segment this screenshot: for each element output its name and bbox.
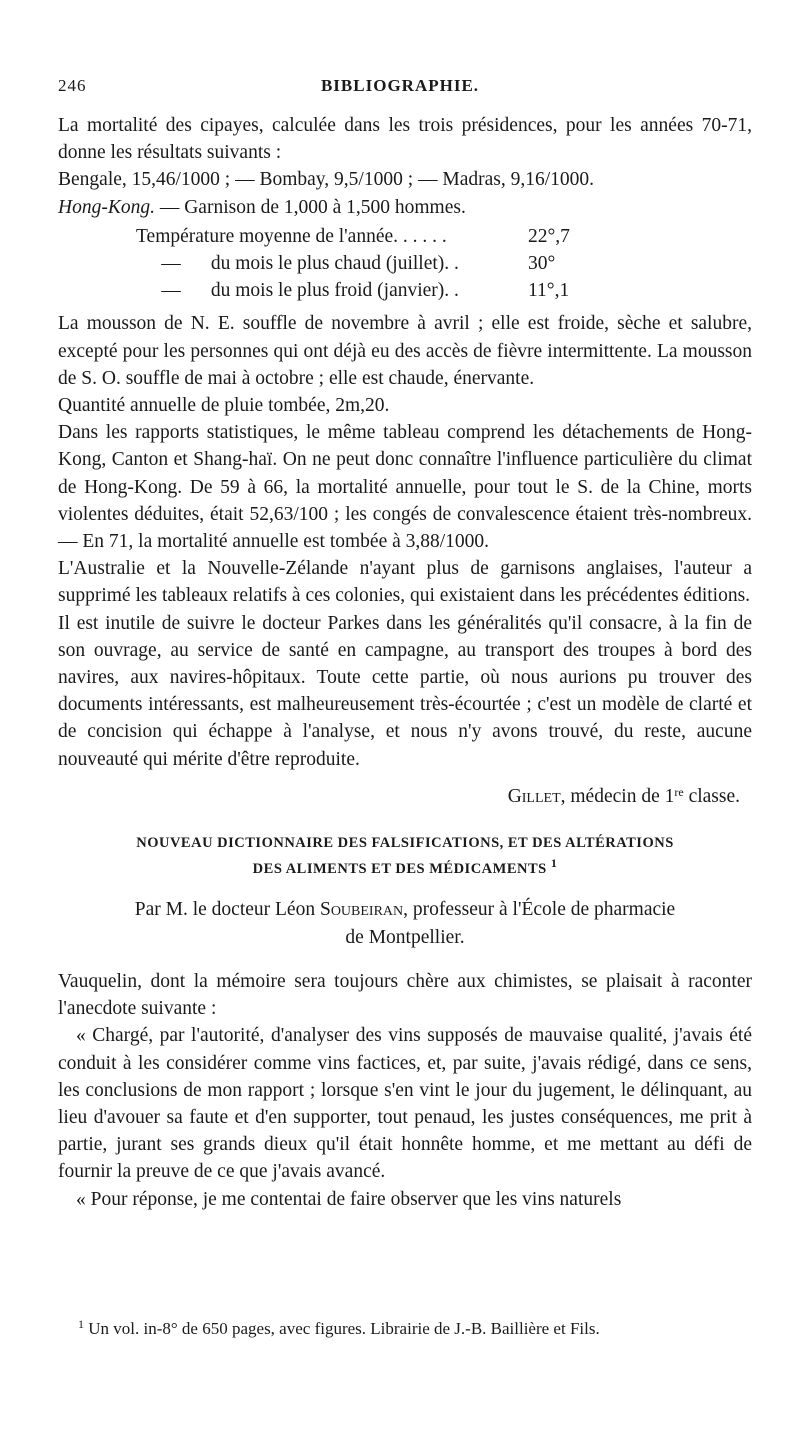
- page-number: 246: [58, 76, 87, 95]
- signature-rest: , médecin de 1: [560, 785, 675, 807]
- author-line1: [58, 896, 752, 924]
- author-post: , professeur à l'École de pharmacie: [403, 899, 676, 921]
- temperature-label-text: Température moyenne de l'année. . . . . .: [136, 225, 447, 247]
- temperature-row: [58, 277, 752, 304]
- signature-sup: re: [674, 784, 684, 799]
- temperature-table: [58, 223, 752, 305]
- author-line2: de Montpellier.: [345, 927, 465, 949]
- quote-paragraph-1: « Chargé, par l'autorité, d'analyser des vins supposés de mauvaise qualité, j'avais été conduit à les considérer comme vins factices, et, par suite, j'avais rédigé, dans ce sens, les conclusions de mon rapport ; lorsque s'en vint le jour du jugement, le délinquant, au lieu d'avouer sa faute et d'en supporter, tout penaud, les justes conséquences, me prit à partie, jurant ses grands dieux qu'il était honnête homme, et me mettant au défi de fournir la preuve de ce que j'avais avancé.: [58, 1025, 752, 1183]
- section-title: [58, 830, 752, 882]
- section-title-line2-text: DES ALIMENTS ET DES MÉDICAMENTS: [252, 861, 547, 878]
- temperature-label: [58, 250, 528, 277]
- intro-paragraph: La mortalité des cipayes, calculée dans les trois présidences, pour les années 70-71, donne les résultats suivants :: [58, 115, 752, 164]
- article-body: [58, 112, 752, 1213]
- hongkong-text: — Garnison de 1,000 à 1,500 hommes.: [154, 196, 466, 218]
- mousson-paragraph: La mousson de N. E. souffle de novembre à avril ; elle est froide, sèche et salubre, excepté pour les personnes qui ont déjà eu des accès de fièvre intermittente. La mousson de S. O. souffle de mai à octobre ; elle est chaude, énervante.: [58, 313, 752, 389]
- temperature-value: 22°,7: [528, 225, 570, 247]
- ditto-dash: —: [161, 253, 181, 274]
- mortality-line: Bengale, 15,46/1000 ; — Bombay, 9,5/1000 ; — Madras, 9,16/1000.: [58, 169, 595, 191]
- section-title-line1: NOUVEAU DICTIONNAIRE DES FALSIFICATIONS, ET DES ALTÉRATIONS: [136, 835, 674, 852]
- signature-end: classe.: [683, 785, 740, 807]
- temperature-label: [58, 223, 528, 250]
- temperature-row: [58, 250, 752, 277]
- quote-paragraph-2: « Pour réponse, je me contentai de faire observer que les vins naturels: [76, 1188, 622, 1210]
- signature-name: Gillet: [507, 785, 561, 807]
- temperature-row: [58, 223, 752, 250]
- hongkong-line: [58, 194, 752, 221]
- running-title: BIBLIOGRAPHIE.: [320, 76, 480, 95]
- temperature-label-text: du mois le plus froid (janvier). .: [210, 280, 459, 302]
- temperature-value: 30°: [528, 253, 556, 274]
- rapports-paragraph: Dans les rapports statistiques, le même tableau comprend les détachements de Hong-Kong, Canton et Shang-haï. On ne peut donc connaître l'influence particulière du climat de Hong-Kong. De 59 à 66, la mortalité annuelle, pour tout le S. de la Chine, morts violentes déduites, était 52,63/100 ; les congés de convalescence étaient très-nombreux. — En 71, la mortalité annuelle est tombée à 3,88/1000.: [58, 422, 752, 552]
- pluie-line: Quantité annuelle de pluie tombée, 2m,20.: [58, 394, 390, 416]
- hongkong-place: Hong-Kong.: [58, 196, 155, 218]
- vauquelin-paragraph: Vauquelin, dont la mémoire sera toujours chère aux chimistes, se plaisait à raconter l'anecdote suivante :: [58, 971, 752, 1020]
- ditto-dash: —: [161, 280, 181, 302]
- page-header: [58, 76, 742, 102]
- author-pre: Par M. le docteur Léon: [134, 899, 320, 921]
- footnote-mark: 1: [550, 856, 558, 871]
- section-title-line2: [58, 856, 752, 882]
- temperature-label-text: du mois le plus chaud (juillet). .: [210, 253, 459, 274]
- footnote-number: 1: [78, 1317, 84, 1331]
- temperature-value: 11°,1: [528, 280, 570, 302]
- signature: [58, 783, 752, 810]
- australie-paragraph: L'Australie et la Nouvelle-Zélande n'ayant plus de garnisons anglaises, l'auteur a supprimé les tableaux relatifs à ces colonies, qui existaient dans les précédentes éditions.: [58, 558, 752, 607]
- section-author: [58, 896, 752, 952]
- parkes-paragraph: Il est inutile de suivre le docteur Parkes dans les généralités qu'il consacre, à la fin de son ouvrage, au service de santé en campagne, au transport des troupes à bord des navires, aux navires-hôpitaux. Toute cette partie, où nous aurions pu trouver des documents intéressants, est malheureusement très-écourtée ; c'est un modèle de clarté et de concision qui échappe à l'analyse, et nous n'y avons trouvé, du reste, aucune nouveauté qui mérite d'être reproduite.: [58, 612, 752, 770]
- footnote-text: Un vol. in-8° de 650 pages, avec figures. Librairie de J.-B. Baillière et Fils.: [84, 1319, 600, 1338]
- footnote: [78, 1318, 756, 1340]
- author-name: Soubeiran: [319, 899, 404, 921]
- temperature-label: [58, 277, 528, 304]
- spacer: [58, 952, 752, 968]
